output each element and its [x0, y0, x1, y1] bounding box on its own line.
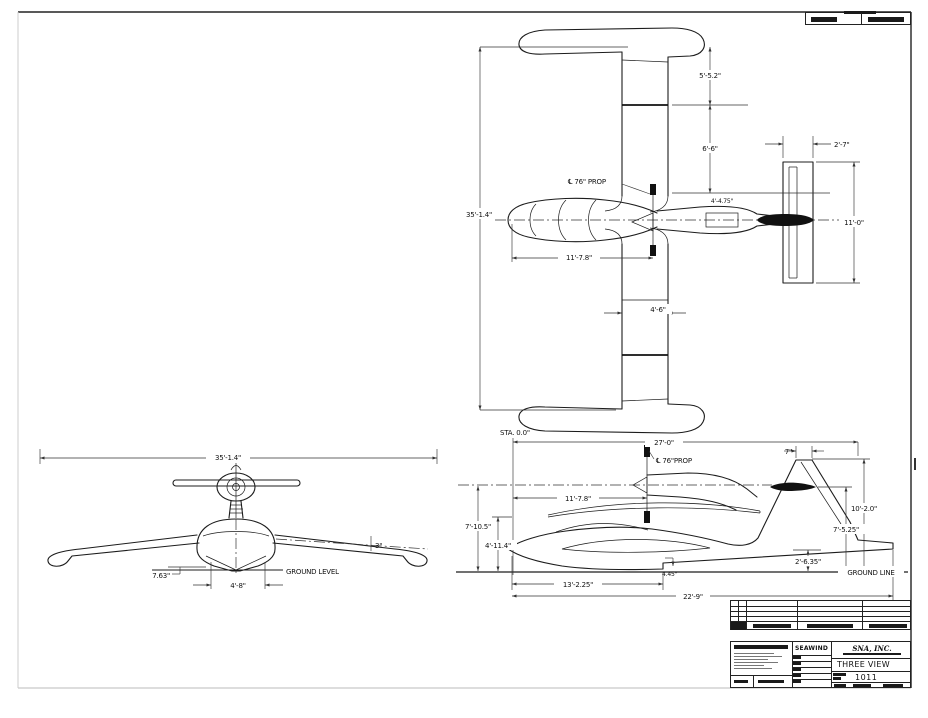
dim-fin-tip-chord: 7": [784, 448, 792, 456]
drawing-no-label-blur: [833, 677, 841, 680]
front-view: [40, 449, 437, 590]
dim-dihedral: 3": [375, 542, 383, 550]
revision-table: [730, 600, 911, 630]
dim-nose-to-prop-side: 11'-7.8": [564, 495, 592, 503]
front-ground-dims: [152, 562, 339, 590]
corner-strip-divider: [861, 13, 862, 24]
front-hull: [197, 519, 275, 576]
scale-row-blur: [883, 684, 903, 687]
drawing-number: 1011: [855, 673, 878, 682]
notes-footer-blur: [758, 680, 784, 683]
ground-line-label: GROUND LINE: [847, 569, 895, 577]
dim-stab-span: 11'-0": [844, 219, 864, 227]
corner-strip: [805, 12, 911, 25]
station-label: STA. 0.0": [500, 429, 530, 437]
signature-row-blur: [793, 656, 801, 659]
dim-stab-height: 7'-5.25": [832, 526, 860, 534]
revision-header-blur: [807, 624, 853, 628]
scale-row-blur: [834, 684, 846, 687]
model-name: SEAWIND: [795, 645, 829, 652]
dim-nose-to-step: 13'-2.25": [562, 581, 594, 589]
prop-note-side: ℄ 76"PROP: [656, 457, 692, 465]
notes-footer-blur: [734, 680, 748, 683]
revision-header-blur: [869, 624, 907, 628]
dim-fuselage-width: 4'-4.75": [710, 198, 734, 205]
side-nacelle-prop: [633, 445, 757, 523]
notes-header-blur: [734, 645, 788, 649]
dim-prop-centerline-height: 7'-10.5": [464, 523, 492, 531]
side-view-dimensions: [459, 429, 904, 601]
dim-outer-panel: 5'-5.2": [699, 72, 721, 80]
front-view-dimensions: [40, 449, 437, 464]
front-stabilizer: [173, 480, 300, 486]
title-block: [730, 641, 911, 688]
ground-level-label: GROUND LEVEL: [286, 568, 339, 576]
plan-upper-wing: [519, 28, 704, 212]
company-name: SNA, INC.: [852, 644, 892, 653]
dim-wingspan-plan: 35'-1.4": [465, 211, 493, 219]
plan-stabilizer: [757, 162, 814, 283]
dim-tail-height: 10'-2.0": [850, 505, 878, 513]
revision-header-blur: [731, 622, 746, 630]
dim-inner-panel: 6'-6": [702, 145, 718, 153]
side-view: [456, 429, 908, 601]
sheet-title: THREE VIEW: [837, 660, 890, 669]
border-frame: [18, 12, 916, 688]
front-dihedral-ref: [276, 539, 428, 549]
dim-nose-to-prop-plan: 11'-7.8": [565, 254, 593, 262]
revision-header-blur: [753, 624, 791, 628]
corner-strip-mark: [844, 11, 876, 14]
dim-tail-clearance: 2'-6.35": [794, 558, 822, 566]
corner-strip-text-blur: [811, 17, 837, 22]
dim-keel-offset: 7.63": [152, 572, 170, 580]
dim-stab-chord: 2'-7": [834, 141, 850, 149]
dim-wing-chord: 4'-6": [650, 306, 666, 314]
dim-wingspan-front: 35'-1.4": [214, 454, 242, 462]
side-wing: [548, 503, 760, 517]
company-address-blur: [843, 653, 901, 655]
signature-row-blur: [793, 674, 801, 677]
edge-fold-tick: [914, 458, 916, 470]
dim-hull-length: 22'-9": [683, 593, 703, 601]
dim-gear-track: 4'-8": [230, 582, 246, 590]
dim-step-depth: 4.45": [662, 571, 678, 578]
front-wings: [48, 535, 428, 566]
scale-row-blur: [853, 684, 871, 687]
corner-strip-text-blur: [868, 17, 904, 22]
signature-row-blur: [793, 662, 801, 665]
signature-row-blur: [793, 680, 801, 683]
plan-lower-wing: [519, 228, 704, 433]
front-tail-prop: [173, 463, 300, 518]
dim-length-to-tail: 27'-0": [654, 439, 674, 447]
side-stab-bullet: [770, 483, 816, 491]
plan-tail-bullet: [757, 214, 814, 226]
dim-bow-height: 4'-11.4": [484, 542, 512, 550]
signature-row-blur: [793, 668, 801, 671]
prop-note-plan: ℄ 76" PROP: [568, 178, 606, 186]
drawing-no-label-blur: [833, 673, 846, 676]
top-view: [458, 28, 870, 433]
side-wing-fairing: [562, 540, 710, 553]
side-rudder-hinge: [801, 462, 841, 524]
